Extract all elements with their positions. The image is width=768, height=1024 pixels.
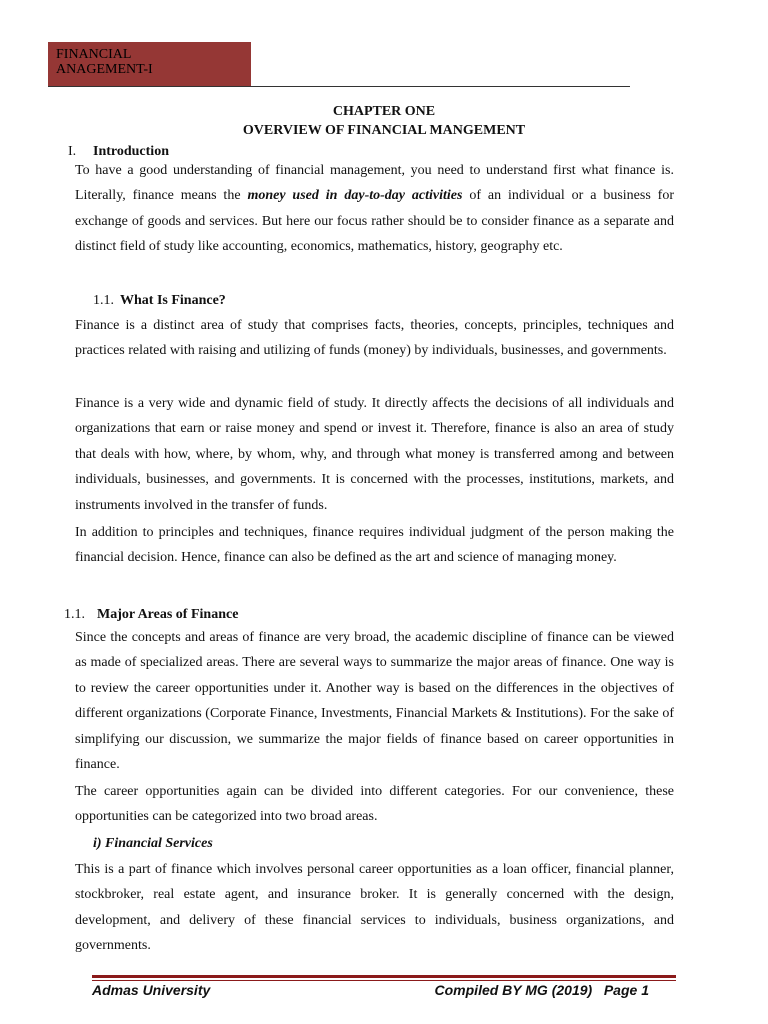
section-number: I. — [68, 144, 77, 159]
section-number: 1.1. — [64, 607, 85, 622]
paragraph-areas-1: Since the concepts and areas of finance are very broad, the academic discipline of finance can be viewed as made of specialized areas. There are several ways to summarize the major areas of finance. One way is to review the career opportunities under it. Another way is based on the differences in the objectives of different organizations (Corporate Finance, Investments, Financial Markets & Institutions). For the sake of simplifying our discussion, we summarize the major fields of finance based on career opportunities in finance. — [75, 630, 674, 773]
header-rule — [48, 86, 630, 87]
paragraph-areas-2: The career opportunities again can be divided into different categories. For our convenience, these opportunities can be categorized into two broad areas. — [75, 784, 674, 825]
paragraph-text: of an individual or a business for exchange of goods and services. But here our focus rather should be to consider finance as a separate and distinct field of study like accounting, economics, mathematics, history, geography etc. — [75, 188, 674, 255]
section-heading-major-areas — [64, 606, 238, 623]
chapter-number: CHAPTER ONE — [332, 104, 436, 119]
chapter-title: OVERVIEW OF FINANCIAL MANGEMENT — [242, 123, 526, 138]
paragraph-introduction — [75, 158, 674, 260]
paragraph-what-2: Finance is a very wide and dynamic field of study. It directly affects the decisions of all individuals and organizations that earn or raise money and spend or invest it. Therefore, finance is also an area of study that deals with how, where, by whom, why, and through what money is transferred among and between individuals, businesses, and governments. It is concerned with the processes, institutions, markets, and instruments involved in the transfer of funds. — [75, 396, 674, 513]
section-title: Major Areas of Finance — [97, 607, 239, 622]
section-heading-what-is-finance — [93, 292, 226, 309]
header-label-line1: FINANCIAL — [56, 47, 132, 62]
subheading-financial-services: i) Financial Services — [93, 836, 213, 851]
footer-page-info: Compiled BY MG (2019) Page 1 — [434, 982, 649, 998]
emphasis-text: money used in day-to-day activities — [247, 188, 463, 204]
section-title: Introduction — [93, 144, 169, 159]
paragraph-what-3: In addition to principles and techniques, finance requires individual judgment of the person making the financial decision. Hence, finance can also be defined as the art and science of managing money. — [75, 525, 674, 566]
section-title: What Is Finance? — [120, 293, 226, 308]
running-header — [48, 42, 251, 86]
section-number: 1.1. — [93, 293, 114, 308]
footer-institution: Admas University — [92, 982, 211, 998]
footer-rule-thin — [92, 980, 676, 981]
paragraph-text: To have a good understanding of financial management, you need to understand first what finance is. Literally, finance means the — [75, 163, 674, 204]
paragraph-what-1: Finance is a distinct area of study that comprises facts, theories, concepts, principles, techniques and practices related with raising and utilizing of funds (money) by individuals, businesses, and governments. — [75, 318, 674, 359]
header-label-line2: ANAGEMENT-I — [56, 62, 153, 77]
paragraph-services-1: This is a part of finance which involves personal career opportunities as a loan officer, financial planner, stockbroker, real estate agent, and insurance broker. It is generally concerned with the design, development, and delivery of these financial services to individuals, business organizations, and governments. — [75, 862, 674, 954]
footer-rule-thick — [92, 975, 676, 978]
